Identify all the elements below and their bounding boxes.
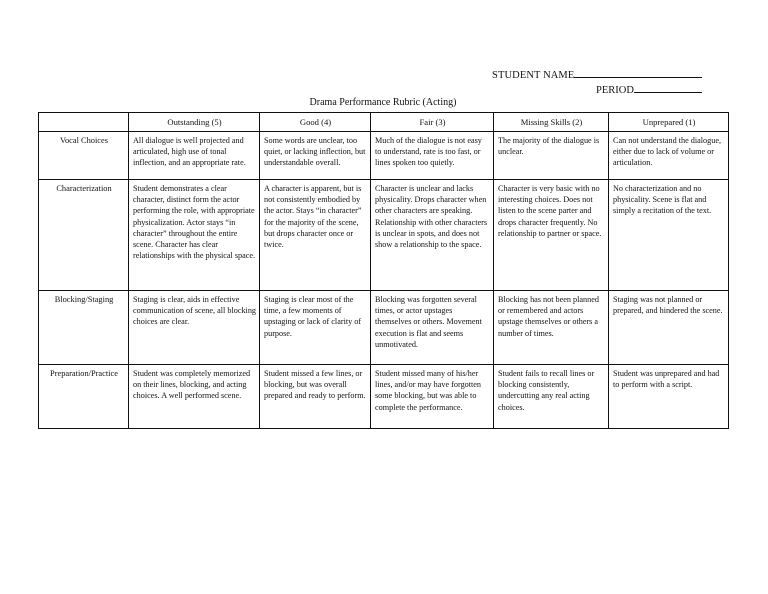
table-cell: Character is unclear and lacks physicality. Drops character when other characters are speaking. Relationship with other characters is unclear in spots, and does not show a relationship to the space. [371, 180, 494, 291]
header-row [39, 113, 729, 132]
table-row [39, 132, 729, 180]
column-header-unprepared: Unprepared (1) [609, 113, 729, 132]
period-field [596, 83, 702, 96]
table-cell: Student was unprepared and had to perform with a script. [609, 365, 729, 429]
student-name-blank[interactable] [574, 68, 702, 78]
table-cell: Staging was not planned or prepared, and hindered the scene. [609, 291, 729, 365]
table-cell: Student missed many of his/her lines, and/or may have forgotten some blocking, but was able to complete the performance. [371, 365, 494, 429]
row-label-preparation-practice: Preparation/Practice [39, 365, 129, 429]
table-row [39, 180, 729, 291]
column-header-blank [39, 113, 129, 132]
table-cell: Staging is clear most of the time, a few moments of upstaging or lack of clarity of purpose. [260, 291, 371, 365]
student-name-field [492, 68, 702, 81]
table-cell: Student demonstrates a clear character, distinct form the actor performing the role, with appropriate physicalization. Actor stays “in character” throughout the entire scene. Character has clear relationships with the physical space. [129, 180, 260, 291]
rubric-table [38, 112, 729, 429]
column-header-missing-skills: Missing Skills (2) [494, 113, 609, 132]
table-row [39, 291, 729, 365]
period-label: PERIOD [596, 85, 634, 96]
table-cell: The majority of the dialogue is unclear. [494, 132, 609, 180]
table-cell: Character is very basic with no interesting choices. Does not listen to the scene parter and drops character frequently. No relationship to partner or space. [494, 180, 609, 291]
table-cell: Student fails to recall lines or blocking consistently, undercutting any real acting choices. [494, 365, 609, 429]
row-label-characterization: Characterization [39, 180, 129, 291]
table-cell: All dialogue is well projected and articulated, high use of tonal inflection, and an appropriate rate. [129, 132, 260, 180]
column-header-good: Good (4) [260, 113, 371, 132]
table-cell: No characterization and no physicality. Scene is flat and simply a recitation of the text. [609, 180, 729, 291]
column-header-outstanding: Outstanding (5) [129, 113, 260, 132]
table-cell: Can not understand the dialogue, either due to lack of volume or articulation. [609, 132, 729, 180]
table-row [39, 365, 729, 429]
row-label-vocal-choices: Vocal Choices [39, 132, 129, 180]
row-label-blocking-staging: Blocking/Staging [39, 291, 129, 365]
student-name-label: STUDENT NAME [492, 70, 575, 81]
table-cell: A character is apparent, but is not consistently embodied by the actor. Stays “in character” for the majority of the scene, but drops character once or twice. [260, 180, 371, 291]
table-cell: Blocking has not been planned or remembered and actors upstage themselves or others a number of times. [494, 291, 609, 365]
table-cell: Student was completely memorized on their lines, blocking, and acting choices. A well performed scene. [129, 365, 260, 429]
column-header-fair: Fair (3) [371, 113, 494, 132]
table-cell: Some words are unclear, too quiet, or lacking inflection, but understandable overall. [260, 132, 371, 180]
rubric-title: Drama Performance Rubric (Acting) [309, 97, 457, 108]
table-cell: Blocking was forgotten several times, or actor upstages themselves or others. Movement execution is flat and seems unmotivated. [371, 291, 494, 365]
table-cell: Staging is clear, aids in effective communication of scene, all blocking choices are clear. [129, 291, 260, 365]
table-cell: Student missed a few lines, or blocking, but was overall prepared and ready to perform. [260, 365, 371, 429]
table-cell: Much of the dialogue is not easy to understand, rate is too fast, or lines spoken too quietly. [371, 132, 494, 180]
period-blank[interactable] [634, 83, 702, 93]
